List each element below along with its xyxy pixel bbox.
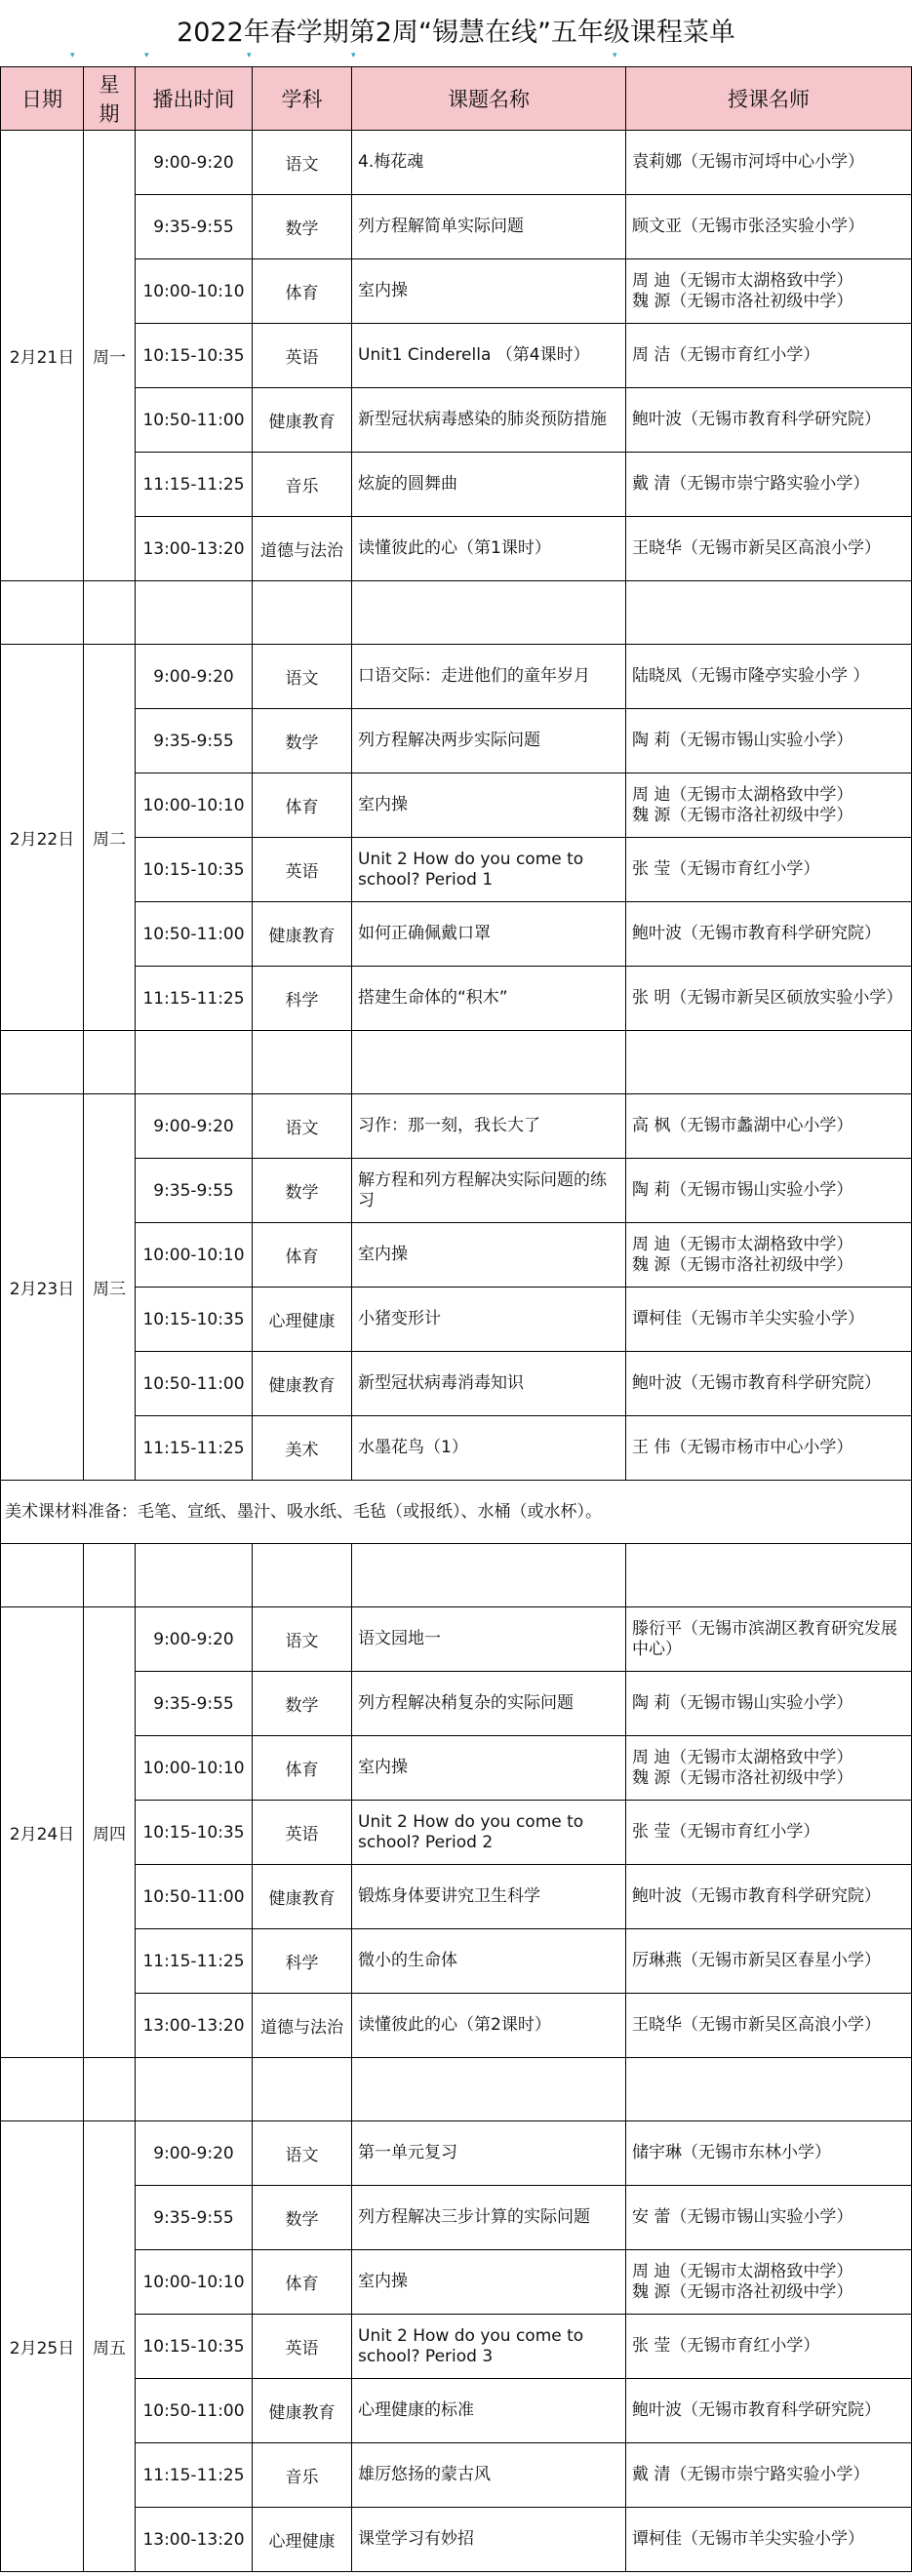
- empty-cell: [626, 581, 912, 645]
- subject-cell: 体育: [253, 1223, 352, 1288]
- empty-cell: [352, 1031, 626, 1094]
- empty-cell: [626, 2058, 912, 2121]
- table-row: [1, 259, 912, 324]
- subject-cell: 体育: [253, 1736, 352, 1801]
- empty-cell: [1, 581, 84, 645]
- table-row: [1, 1672, 912, 1736]
- teacher-cell: 顾文亚（无锡市张泾实验小学）: [626, 195, 912, 259]
- empty-cell: [136, 1031, 253, 1094]
- table-row: [1, 773, 912, 838]
- table-row: [1, 1929, 912, 1994]
- teacher-cell: 周 迪（无锡市太湖格致中学） 魏 源（无锡市洛社初级中学）: [626, 2250, 912, 2315]
- time-cell: 10:00-10:10: [136, 259, 253, 324]
- topic-cell: 室内操: [352, 2250, 626, 2315]
- teacher-cell: 安 蕾（无锡市锡山实验小学）: [626, 2186, 912, 2250]
- time-cell: 9:35-9:55: [136, 709, 253, 773]
- teacher-cell: 袁莉娜（无锡市河埒中心小学）: [626, 131, 912, 195]
- time-cell: 10:50-11:00: [136, 1865, 253, 1929]
- teacher-cell: 鲍叶波（无锡市教育科学研究院）: [626, 902, 912, 967]
- time-cell: 10:15-10:35: [136, 1801, 253, 1865]
- time-cell: 11:15-11:25: [136, 2443, 253, 2508]
- teacher-cell: 储宇琳（无锡市东林小学）: [626, 2121, 912, 2186]
- subject-cell: 健康教育: [253, 902, 352, 967]
- subject-cell: 英语: [253, 324, 352, 388]
- table-row: [1, 2315, 912, 2379]
- topic-cell: 列方程解决稍复杂的实际问题: [352, 1672, 626, 1736]
- topic-cell: 锻炼身体要讲究卫生科学: [352, 1865, 626, 1929]
- table-row: [1, 1994, 912, 2058]
- header-row: [1, 67, 912, 131]
- subject-cell: 美术: [253, 1416, 352, 1481]
- time-cell: 10:50-11:00: [136, 2379, 253, 2443]
- time-cell: 9:00-9:20: [136, 1094, 253, 1159]
- filter-arrow-icon[interactable]: ▾: [144, 51, 149, 60]
- table-row: [1, 1865, 912, 1929]
- empty-cell: [352, 581, 626, 645]
- teacher-cell: 张 莹（无锡市育红小学）: [626, 1801, 912, 1865]
- time-cell: 11:15-11:25: [136, 967, 253, 1031]
- teacher-cell: 周 迪（无锡市太湖格致中学） 魏 源（无锡市洛社初级中学）: [626, 773, 912, 838]
- empty-cell: [253, 1031, 352, 1094]
- date-cell: 2月25日: [1, 2121, 84, 2572]
- time-cell: 10:00-10:10: [136, 773, 253, 838]
- subject-cell: 英语: [253, 1801, 352, 1865]
- table-row: [1, 1416, 912, 1481]
- subject-cell: 音乐: [253, 2443, 352, 2508]
- header-topic: 课题名称: [352, 67, 626, 131]
- empty-cell: [84, 2058, 136, 2121]
- time-cell: 10:15-10:35: [136, 2315, 253, 2379]
- table-row: [1, 709, 912, 773]
- table-row: [1, 388, 912, 453]
- empty-cell: [626, 1031, 912, 1094]
- table-row: [1, 2250, 912, 2315]
- teacher-cell: 谭柯佳（无锡市羊尖实验小学）: [626, 2508, 912, 2572]
- teacher-cell: 滕衍平（无锡市滨湖区教育研究发展中心）: [626, 1607, 912, 1672]
- subject-cell: 道德与法治: [253, 1994, 352, 2058]
- empty-cell: [352, 2058, 626, 2121]
- subject-cell: 数学: [253, 195, 352, 259]
- weekday-cell: 周一: [84, 131, 136, 581]
- filter-arrow-icon[interactable]: ▾: [247, 51, 252, 60]
- weekday-cell: 周五: [84, 2121, 136, 2572]
- teacher-cell: 戴 清（无锡市崇宁路实验小学）: [626, 2443, 912, 2508]
- date-cell: 2月22日: [1, 645, 84, 1031]
- title-text: 2022年春学期第2周“锡慧在线”五年级课程菜单: [177, 18, 735, 48]
- subject-cell: 数学: [253, 709, 352, 773]
- time-cell: 10:15-10:35: [136, 1288, 253, 1352]
- table-row: [1, 1159, 912, 1223]
- table-row: [1, 902, 912, 967]
- teacher-cell: 周 迪（无锡市太湖格致中学） 魏 源（无锡市洛社初级中学）: [626, 1223, 912, 1288]
- teacher-cell: 张 莹（无锡市育红小学）: [626, 2315, 912, 2379]
- teacher-cell: 陶 莉（无锡市锡山实验小学）: [626, 709, 912, 773]
- subject-cell: 语文: [253, 1094, 352, 1159]
- teacher-cell: 周 迪（无锡市太湖格致中学） 魏 源（无锡市洛社初级中学）: [626, 1736, 912, 1801]
- teacher-cell: 高 枫（无锡市蠡湖中心小学）: [626, 1094, 912, 1159]
- time-cell: 13:00-13:20: [136, 2508, 253, 2572]
- subject-cell: 健康教育: [253, 388, 352, 453]
- time-cell: 10:00-10:10: [136, 2250, 253, 2315]
- subject-cell: 科学: [253, 1929, 352, 1994]
- topic-cell: 炫旋的圆舞曲: [352, 453, 626, 517]
- topic-cell: 读懂彼此的心（第1课时）: [352, 517, 626, 581]
- time-cell: 9:00-9:20: [136, 2121, 253, 2186]
- spacer-row: [1, 2058, 912, 2121]
- topic-cell: 口语交际：走进他们的童年岁月: [352, 645, 626, 709]
- topic-cell: 语文园地一: [352, 1607, 626, 1672]
- empty-cell: [253, 1544, 352, 1607]
- date-cell: 2月24日: [1, 1607, 84, 2058]
- empty-cell: [253, 2058, 352, 2121]
- teacher-cell: 张 莹（无锡市育红小学）: [626, 838, 912, 902]
- subject-cell: 心理健康: [253, 2508, 352, 2572]
- topic-cell: 雄厉悠扬的蒙古风: [352, 2443, 626, 2508]
- empty-cell: [1, 2058, 84, 2121]
- filter-arrow-icon[interactable]: ▾: [351, 51, 356, 60]
- subject-cell: 科学: [253, 967, 352, 1031]
- table-row: [1, 131, 912, 195]
- empty-cell: [1, 1031, 84, 1094]
- subject-cell: 体育: [253, 259, 352, 324]
- table-row: [1, 2186, 912, 2250]
- time-cell: 10:15-10:35: [136, 324, 253, 388]
- topic-cell: 列方程解决两步实际问题: [352, 709, 626, 773]
- subject-cell: 数学: [253, 2186, 352, 2250]
- time-cell: 11:15-11:25: [136, 1416, 253, 1481]
- time-cell: 9:35-9:55: [136, 195, 253, 259]
- teacher-cell: 周 迪（无锡市太湖格致中学） 魏 源（无锡市洛社初级中学）: [626, 259, 912, 324]
- filter-markers: [0, 51, 912, 60]
- empty-cell: [84, 581, 136, 645]
- table-row: [1, 2379, 912, 2443]
- time-cell: 10:00-10:10: [136, 1223, 253, 1288]
- time-cell: 13:00-13:20: [136, 517, 253, 581]
- subject-cell: 英语: [253, 2315, 352, 2379]
- topic-cell: 第一单元复习: [352, 2121, 626, 2186]
- table-row: [1, 1736, 912, 1801]
- topic-cell: Unit 2 How do you come to school? Period 3: [352, 2315, 626, 2379]
- table-row: [1, 1801, 912, 1865]
- topic-cell: 如何正确佩戴口罩: [352, 902, 626, 967]
- header-time: 播出时间: [136, 67, 253, 131]
- weekday-cell: 周二: [84, 645, 136, 1031]
- topic-cell: 室内操: [352, 259, 626, 324]
- schedule-body: [1, 131, 912, 2572]
- subject-cell: 数学: [253, 1672, 352, 1736]
- topic-cell: 新型冠状病毒感染的肺炎预防措施: [352, 388, 626, 453]
- weekday-cell: 周四: [84, 1607, 136, 2058]
- spacer-row: [1, 1031, 912, 1094]
- topic-cell: 习作：那一刻，我长大了: [352, 1094, 626, 1159]
- topic-cell: 微小的生命体: [352, 1929, 626, 1994]
- teacher-cell: 陶 莉（无锡市锡山实验小学）: [626, 1672, 912, 1736]
- teacher-cell: 王晓华（无锡市新吴区高浪小学）: [626, 1994, 912, 2058]
- subject-cell: 音乐: [253, 453, 352, 517]
- time-cell: 9:35-9:55: [136, 1159, 253, 1223]
- table-row: [1, 1223, 912, 1288]
- subject-cell: 语文: [253, 1607, 352, 1672]
- teacher-cell: 鲍叶波（无锡市教育科学研究院）: [626, 2379, 912, 2443]
- topic-cell: 室内操: [352, 773, 626, 838]
- table-row: [1, 2443, 912, 2508]
- subject-cell: 英语: [253, 838, 352, 902]
- time-cell: 9:35-9:55: [136, 1672, 253, 1736]
- subject-cell: 健康教育: [253, 1865, 352, 1929]
- topic-cell: 4.梅花魂: [352, 131, 626, 195]
- time-cell: 9:00-9:20: [136, 645, 253, 709]
- empty-cell: [136, 1544, 253, 1607]
- time-cell: 10:15-10:35: [136, 838, 253, 902]
- topic-cell: 搭建生命体的“积木”: [352, 967, 626, 1031]
- topic-cell: Unit 2 How do you come to school? Period 2: [352, 1801, 626, 1865]
- table-row: [1, 967, 912, 1031]
- topic-cell: 课堂学习有妙招: [352, 2508, 626, 2572]
- teacher-cell: 鲍叶波（无锡市教育科学研究院）: [626, 1352, 912, 1416]
- empty-cell: [84, 1031, 136, 1094]
- filter-arrow-icon[interactable]: ▾: [70, 51, 75, 60]
- topic-cell: 新型冠状病毒消毒知识: [352, 1352, 626, 1416]
- topic-cell: Unit 2 How do you come to school? Period 1: [352, 838, 626, 902]
- page-title: [0, 0, 912, 66]
- date-cell: 2月21日: [1, 131, 84, 581]
- topic-cell: Unit1 Cinderella （第4课时）: [352, 324, 626, 388]
- topic-cell: 列方程解决三步计算的实际问题: [352, 2186, 626, 2250]
- table-row: [1, 1288, 912, 1352]
- time-cell: 11:15-11:25: [136, 453, 253, 517]
- time-cell: 11:15-11:25: [136, 1929, 253, 1994]
- header-weekday: 星期: [84, 67, 136, 131]
- schedule-table: [0, 66, 912, 2572]
- note-row: [1, 1481, 912, 1544]
- teacher-cell: 陶 莉（无锡市锡山实验小学）: [626, 1159, 912, 1223]
- empty-cell: [1, 1544, 84, 1607]
- table-row: [1, 2508, 912, 2572]
- time-cell: 10:50-11:00: [136, 388, 253, 453]
- table-row: [1, 645, 912, 709]
- materials-note: 美术课材料准备：毛笔、宣纸、墨汁、吸水纸、毛毡（或报纸）、水桶（或水杯）。: [1, 1481, 912, 1544]
- teacher-cell: 陆晓凤（无锡市隆亭实验小学 ）: [626, 645, 912, 709]
- table-row: [1, 324, 912, 388]
- table-row: [1, 1094, 912, 1159]
- teacher-cell: 周 洁（无锡市育红小学）: [626, 324, 912, 388]
- time-cell: 9:35-9:55: [136, 2186, 253, 2250]
- time-cell: 10:00-10:10: [136, 1736, 253, 1801]
- topic-cell: 小猪变形计: [352, 1288, 626, 1352]
- subject-cell: 语文: [253, 645, 352, 709]
- spacer-row: [1, 1544, 912, 1607]
- spacer-row: [1, 581, 912, 645]
- teacher-cell: 王 伟（无锡市杨市中心小学）: [626, 1416, 912, 1481]
- teacher-cell: 厉琳燕（无锡市新吴区春星小学）: [626, 1929, 912, 1994]
- table-row: [1, 2121, 912, 2186]
- time-cell: 9:00-9:20: [136, 1607, 253, 1672]
- subject-cell: 语文: [253, 131, 352, 195]
- teacher-cell: 戴 清（无锡市崇宁路实验小学）: [626, 453, 912, 517]
- teacher-cell: 张 明（无锡市新吴区硕放实验小学）: [626, 967, 912, 1031]
- subject-cell: 体育: [253, 2250, 352, 2315]
- date-cell: 2月23日: [1, 1094, 84, 1481]
- subject-cell: 道德与法治: [253, 517, 352, 581]
- subject-cell: 体育: [253, 773, 352, 838]
- topic-cell: 读懂彼此的心（第2课时）: [352, 1994, 626, 2058]
- topic-cell: 心理健康的标准: [352, 2379, 626, 2443]
- time-cell: 13:00-13:20: [136, 1994, 253, 2058]
- table-row: [1, 195, 912, 259]
- header-date: 日期: [1, 67, 84, 131]
- empty-cell: [136, 581, 253, 645]
- header-subject: 学科: [253, 67, 352, 131]
- empty-cell: [84, 1544, 136, 1607]
- teacher-cell: 王晓华（无锡市新吴区高浪小学）: [626, 517, 912, 581]
- subject-cell: 健康教育: [253, 1352, 352, 1416]
- empty-cell: [253, 581, 352, 645]
- empty-cell: [136, 2058, 253, 2121]
- topic-cell: 列方程解简单实际问题: [352, 195, 626, 259]
- topic-cell: 解方程和列方程解决实际问题的练习: [352, 1159, 626, 1223]
- empty-cell: [352, 1544, 626, 1607]
- teacher-cell: 谭柯佳（无锡市羊尖实验小学）: [626, 1288, 912, 1352]
- subject-cell: 数学: [253, 1159, 352, 1223]
- filter-arrow-icon[interactable]: ▾: [613, 51, 617, 60]
- table-row: [1, 453, 912, 517]
- table-row: [1, 838, 912, 902]
- table-row: [1, 1607, 912, 1672]
- time-cell: 10:50-11:00: [136, 902, 253, 967]
- table-row: [1, 517, 912, 581]
- header-teacher: 授课名师: [626, 67, 912, 131]
- time-cell: 9:00-9:20: [136, 131, 253, 195]
- subject-cell: 健康教育: [253, 2379, 352, 2443]
- subject-cell: 心理健康: [253, 1288, 352, 1352]
- weekday-cell: 周三: [84, 1094, 136, 1481]
- time-cell: 10:50-11:00: [136, 1352, 253, 1416]
- topic-cell: 室内操: [352, 1223, 626, 1288]
- topic-cell: 水墨花鸟（1）: [352, 1416, 626, 1481]
- table-row: [1, 1352, 912, 1416]
- teacher-cell: 鲍叶波（无锡市教育科学研究院）: [626, 388, 912, 453]
- empty-cell: [626, 1544, 912, 1607]
- teacher-cell: 鲍叶波（无锡市教育科学研究院）: [626, 1865, 912, 1929]
- topic-cell: 室内操: [352, 1736, 626, 1801]
- subject-cell: 语文: [253, 2121, 352, 2186]
